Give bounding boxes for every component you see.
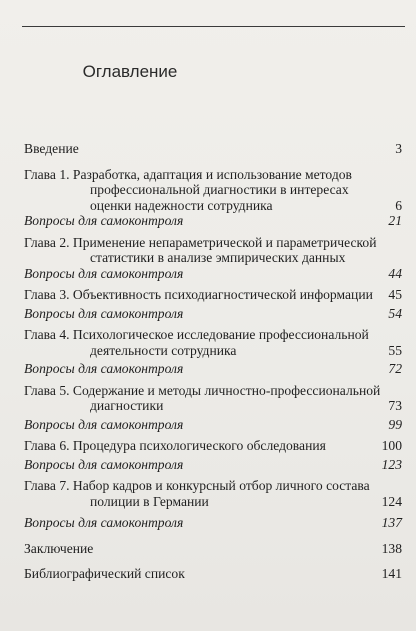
toc-entry-page: 138 xyxy=(381,540,402,556)
toc-entry-text: Вопросы для самоконтроля xyxy=(24,265,184,281)
toc-title: Оглавление xyxy=(82,62,178,81)
toc-entry-chapter-3 xyxy=(24,287,402,303)
toc-entry-text: Вопросы для самоконтроля xyxy=(24,361,184,376)
toc-entry-page: 6 xyxy=(395,197,402,213)
toc-entry-text: Заключение xyxy=(24,540,94,556)
toc-entry-page: 54 xyxy=(388,305,402,321)
toc-entry-questions-2 xyxy=(24,266,402,282)
toc-entry-text: Вопросы для самоконтроля xyxy=(24,515,184,530)
toc-entry-page: 72 xyxy=(388,361,402,376)
toc-entry-page: 3 xyxy=(395,141,402,156)
toc-entry-text: Вопросы для самоконтроля xyxy=(24,213,184,228)
toc-entry-text: Библиографический список xyxy=(24,566,185,581)
toc-entry-page: 44 xyxy=(388,265,402,281)
toc-entry-page: 73 xyxy=(388,398,402,413)
toc-entry-page: 99 xyxy=(388,416,402,432)
toc-entry-text: Глава 2. Применение непараметрической и параметрической статистики в анализе эмпирических данных xyxy=(24,234,377,265)
toc-entry-page: 124 xyxy=(381,493,402,509)
toc-entry-text: Вопросы для самоконтроля xyxy=(24,456,184,472)
table-of-contents xyxy=(24,141,402,582)
toc-entry-questions-6 xyxy=(24,457,402,473)
toc-entry-chapter-5 xyxy=(24,383,402,414)
toc-entry-chapter-7 xyxy=(24,478,402,509)
toc-entry-text: Глава 1. Разработка, адаптация и использование методов профессиональной диагностики в интересах оценки надежности сотрудника xyxy=(24,166,352,213)
toc-entry-text: Глава 4. Психологическое исследование профессиональной деятельности сотрудника xyxy=(24,327,369,358)
toc-entry-page: 21 xyxy=(388,213,402,228)
toc-entry-chapter-6 xyxy=(24,438,402,454)
toc-entry-questions-4 xyxy=(24,361,402,377)
toc-entry-text: Вопросы для самоконтроля xyxy=(24,416,184,432)
toc-entry-chapter-2 xyxy=(24,235,402,266)
toc-entry-text: Введение xyxy=(24,141,79,156)
toc-entry-introduction xyxy=(24,141,402,157)
toc-entry-bibliography xyxy=(24,566,402,582)
toc-entry-questions-1 xyxy=(24,213,402,229)
toc-entry-questions-7 xyxy=(24,515,402,531)
toc-entry-conclusion xyxy=(24,541,402,557)
toc-entry-page: 100 xyxy=(381,438,402,453)
toc-entry-page: 55 xyxy=(388,342,402,358)
toc-entry-page: 45 xyxy=(388,287,402,302)
toc-entry-page: 123 xyxy=(381,456,402,472)
toc-entry-page: 141 xyxy=(381,566,402,581)
toc-entry-chapter-1 xyxy=(24,167,402,214)
toc-entry-questions-5 xyxy=(24,417,402,433)
toc-entry-text: Глава 6. Процедура психологического обследования xyxy=(24,438,326,453)
toc-entry-text: Глава 5. Содержание и методы личностно-профессиональной диагностики xyxy=(24,382,381,413)
top-rule xyxy=(22,26,405,27)
toc-entry-text: Глава 3. Объективность психодиагностической информации xyxy=(24,287,373,302)
toc-entry-text: Вопросы для самоконтроля xyxy=(24,305,184,321)
toc-entry-page: 137 xyxy=(381,515,402,530)
toc-entry-chapter-4 xyxy=(24,327,402,358)
toc-entry-text: Глава 7. Набор кадров и конкурсный отбор личного состава полиции в Германии xyxy=(24,478,370,509)
toc-entry-questions-3 xyxy=(24,306,402,322)
